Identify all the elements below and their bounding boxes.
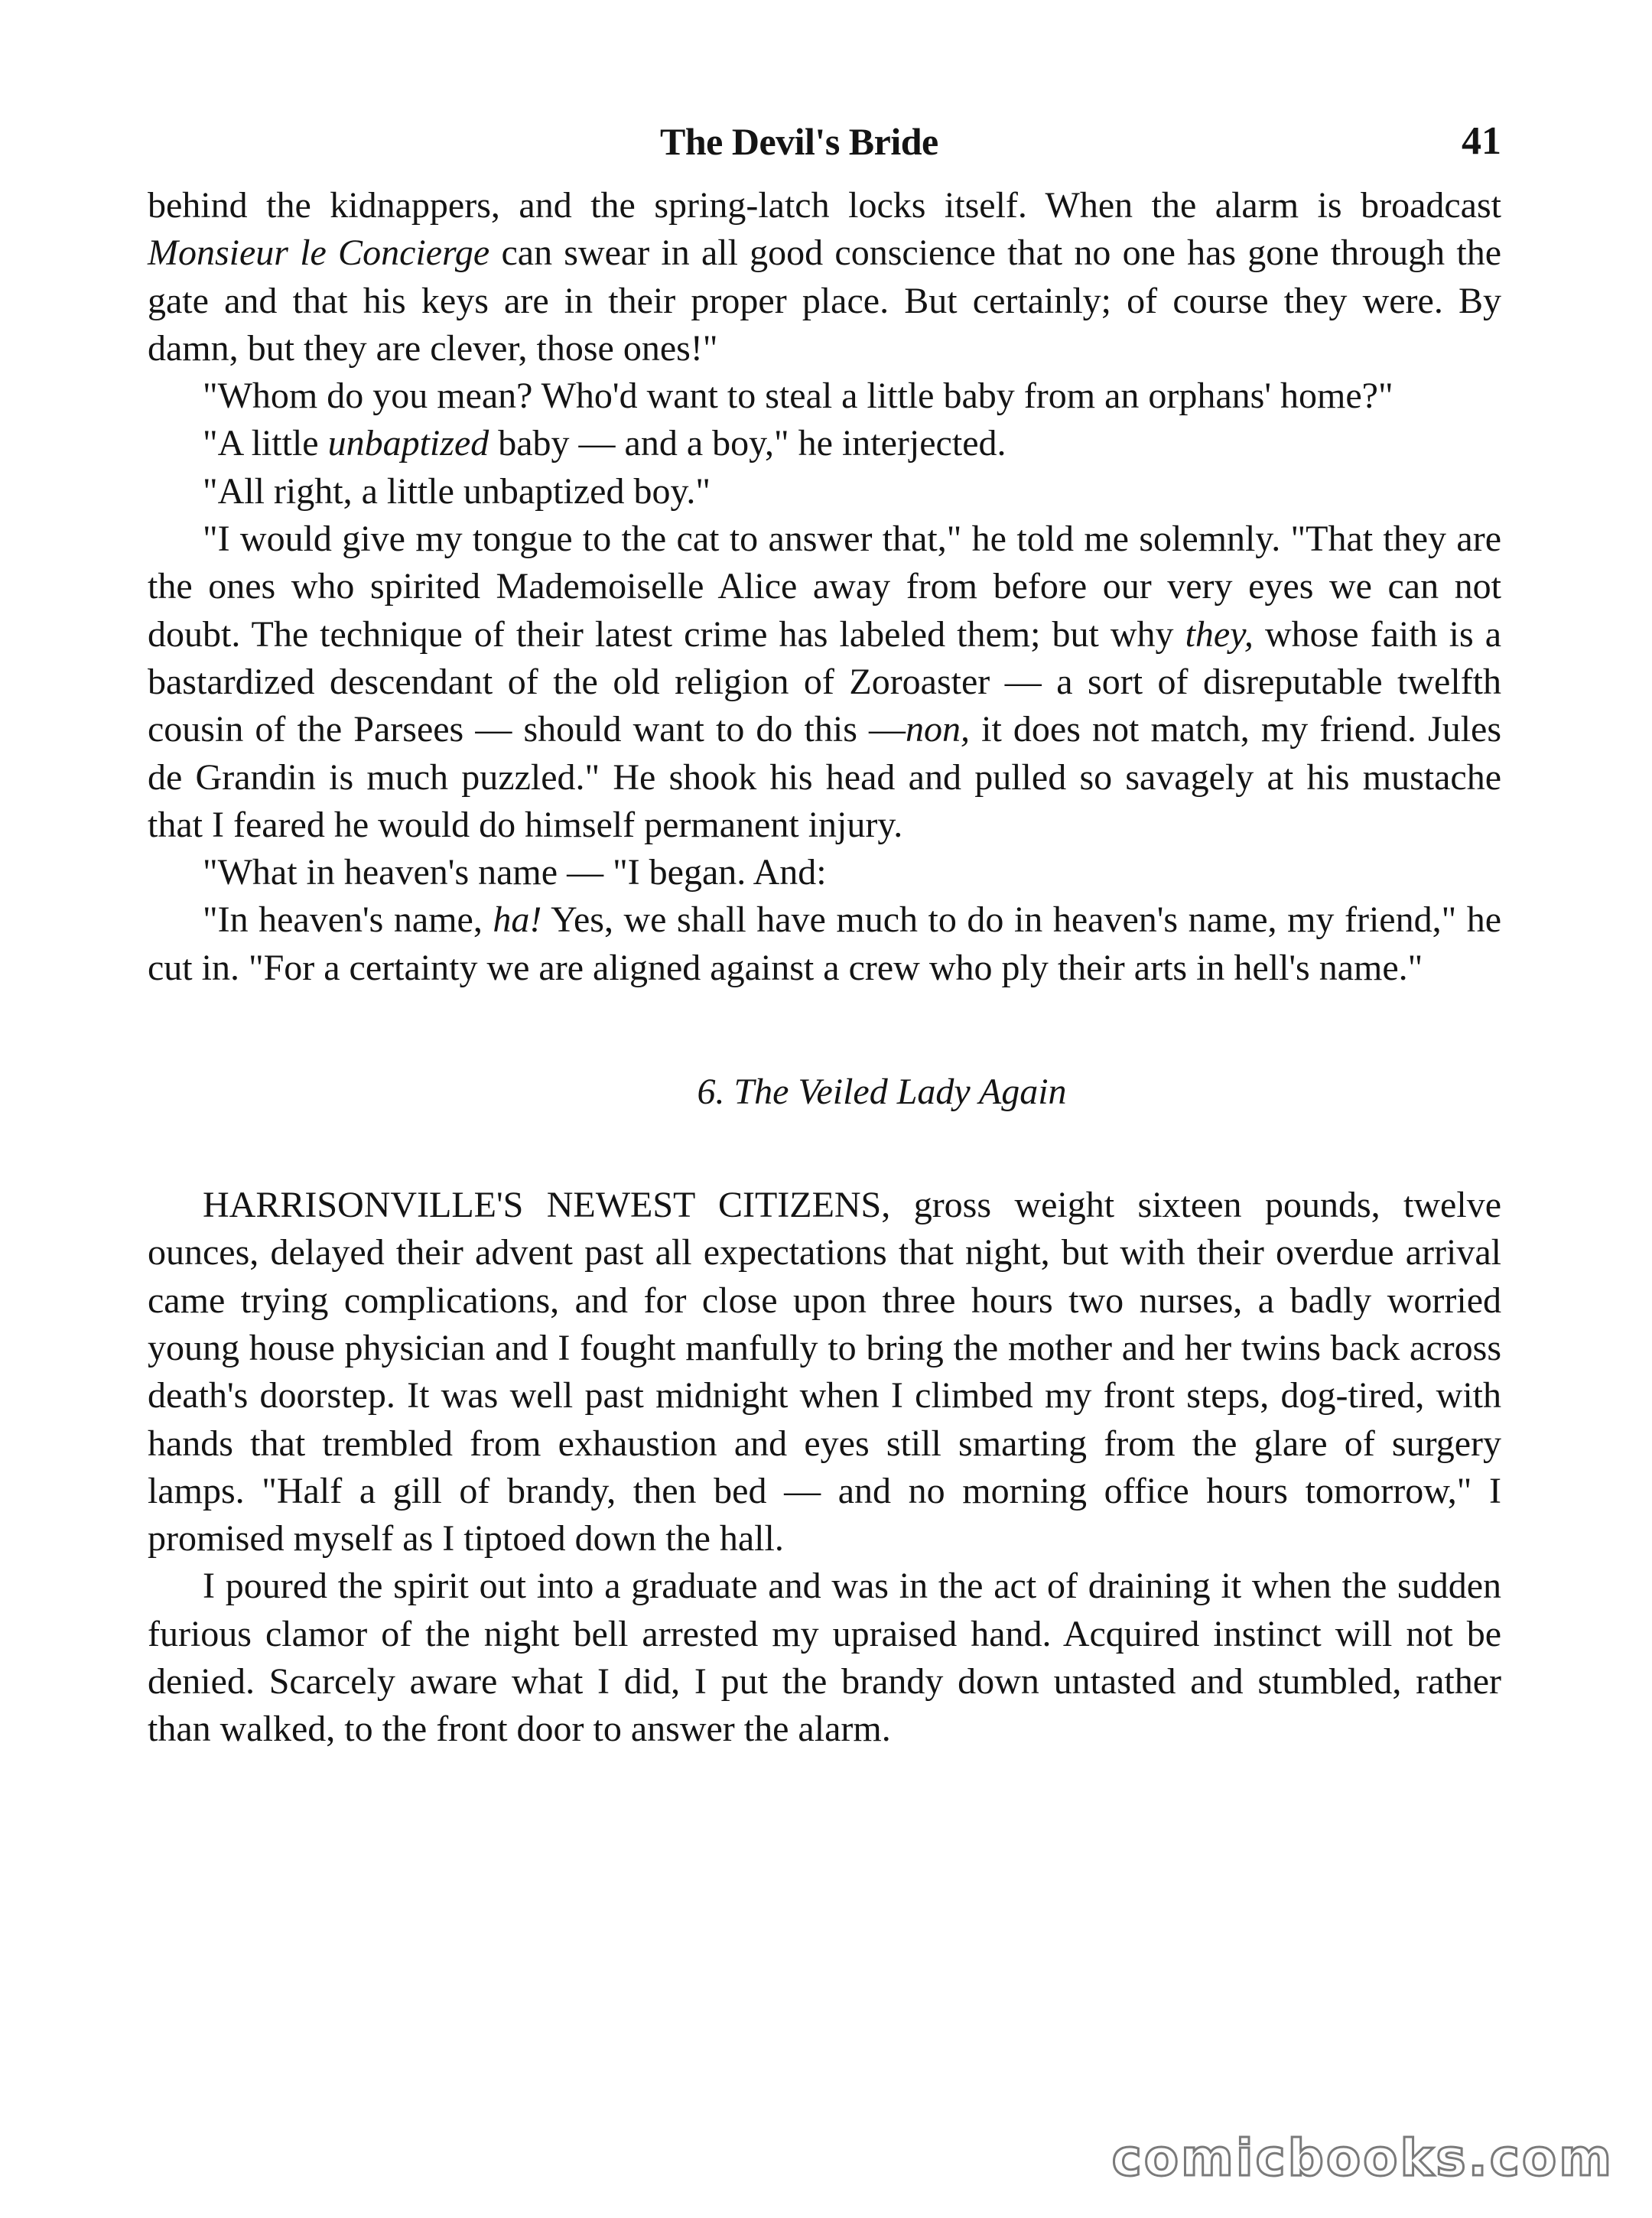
paragraph-9: I poured the spirit out into a graduate and was in the act of draining it when the sudden furious clamor of the night bell arrested my upraised hand. Acquired instinct will not be denied. Scarcely aware what I did, I put the brandy down untasted and stumbled, rather than walked, to the front door to answer the alarm.	[148, 1566, 1501, 1750]
paragraph-3-italic: unbaptized	[327, 423, 489, 464]
paragraph-1-italic: Monsieur le Concierge	[148, 233, 490, 274]
running-head	[148, 115, 1501, 168]
running-title: The Devil's Bride	[660, 120, 938, 163]
page-number: 41	[1462, 119, 1501, 163]
paragraph-3	[148, 420, 1501, 467]
paragraph-8: HARRISONVILLE'S NEWEST CITIZENS, gross weight sixteen pounds, twelve ounces, delayed their advent past all expectations that night, but with their overdue arrival came trying complications, and for close upon three hours two nurses, a badly worried young house physician and I fought manfully to bring the mother and her twins back across death's doorstep. It was well past midnight when I climbed my front steps, dog-tired, with hands that trembled from exhaustion and eyes still smarting from the glare of surgery lamps. "Half a gill of brandy, then bed — and no morning office hours tomorrow," I promised myself as I tiptoed down the hall.	[148, 1185, 1501, 1559]
book-page	[148, 115, 1501, 2149]
paragraph-3-text-a: "A little	[203, 423, 319, 464]
paragraph-3-text-b: baby — and a boy," he interjected.	[498, 423, 1006, 464]
paragraph-7-italic: ha!	[493, 899, 542, 941]
paragraph-7	[148, 896, 1501, 992]
paragraph-4: "All right, a little unbaptized boy."	[203, 470, 711, 512]
section-heading: 6. The Veiled Lady Again	[697, 1072, 1067, 1113]
paragraph-5	[148, 515, 1501, 849]
paragraph-1-rest: can swear in all good conscience that no one has gone through the gate and that his keys are in their proper place. But certainly; of course they were. By damn, but they are clever, those ones!"	[148, 233, 1501, 369]
paragraph-5-italic-1: they,	[1185, 613, 1254, 655]
paragraph-5-text-c: it does not match, my friend. Jules de Grandin is much puzzled." He shook his head and pulled so savagely at his mustache that I feared he would do himself permanent injury.	[148, 709, 1502, 845]
paragraph-1-text: behind the kidnappers, and the spring-latch locks itself. When the alarm is broadcast	[148, 185, 1501, 226]
paragraph-5-text-b: whose faith is a bastardized descendant of the old religion of Zoroaster — a sort of disreputable twelfth cousin of the Parsees — should want to do this —	[148, 613, 1501, 750]
paragraph-7-text-b: Yes, we shall have much to do in heaven's name, my friend," he cut in. "For a certainty we are aligned against a crew who ply their arts in hell's name."	[148, 899, 1502, 988]
paragraph-5-text-a: "I would give my tongue to the cat to answer that," he told me solemnly. "That they are the ones who spirited Mademoiselle Alice away from before our very eyes we can not doubt. The technique of their latest crime has labeled them; but why	[148, 519, 1501, 655]
paragraph-7-text-a: "In heaven's name,	[203, 899, 483, 941]
paragraph-1	[148, 182, 1501, 372]
watermark-logo: comicbooks.com	[1111, 2129, 1614, 2187]
paragraph-6: "What in heaven's name — "I began. And:	[203, 852, 827, 893]
paragraph-2: "Whom do you mean? Who'd want to steal a little baby from an orphans' home?"	[203, 376, 1393, 417]
paragraph-5-italic-2: non,	[906, 709, 971, 750]
